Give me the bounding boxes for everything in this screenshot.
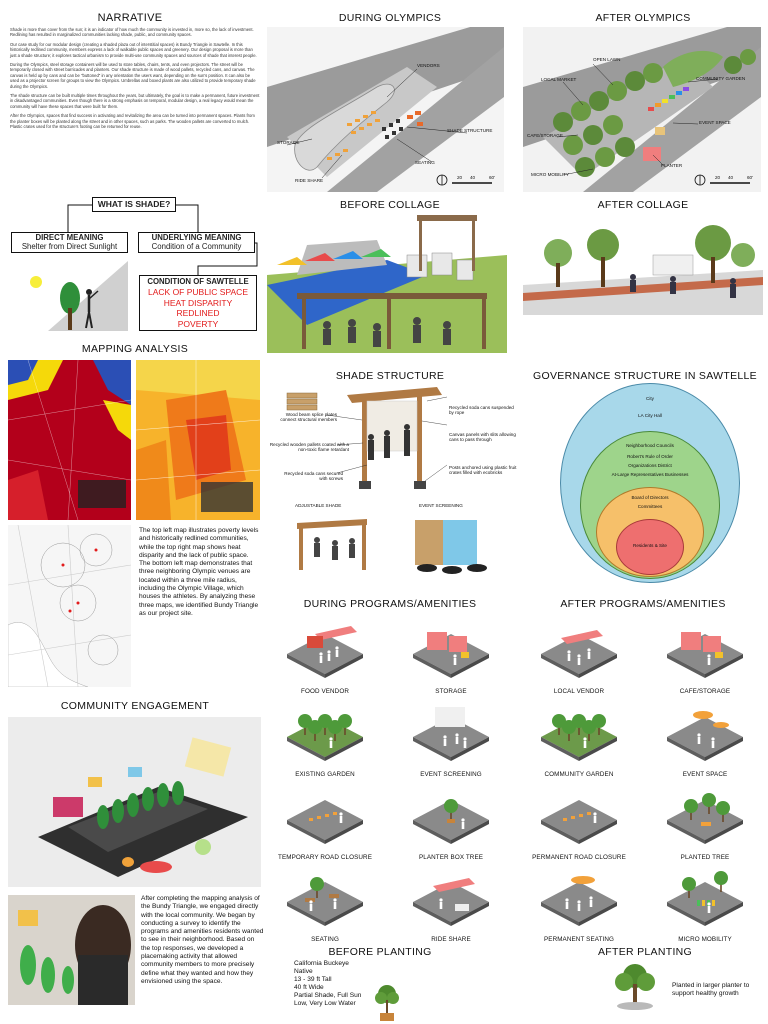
community-model-photo xyxy=(8,717,261,887)
program-tile xyxy=(413,707,489,761)
scale-label: 40 xyxy=(728,175,734,180)
community-title: COMMUNITY ENGAGEMENT xyxy=(60,700,210,712)
program-tile xyxy=(541,876,617,926)
scale-label: 60' xyxy=(747,175,753,180)
after-programs-title: AFTER PROGRAMS/AMENITIES xyxy=(560,598,726,610)
programs-grid xyxy=(262,614,768,944)
narrative-paragraph: The shade structure can be built multiple times throughout the years, but ultimately, the goal is to make a permanent, future investment in disadvantaged communities. Even though there is a strong emphasis on temporal, modular design, a real legacy would mean the community will have these spaces that were built for them. xyxy=(10,93,260,109)
program-tile xyxy=(667,632,743,678)
plant-info-line: Partial Shade, Full Sun xyxy=(294,992,362,999)
shade-annotation: Posts anchored using plastic fruit crates filled with ecobricks xyxy=(449,465,517,475)
shade-structure-diagram xyxy=(267,385,522,585)
mapping-text: The top left map illustrates poverty levels and historically redlined communities, while the top right map shows heat disparity and the lack of public space. The bottom left map demonstrates that three neighboring Olympic venues are located within a three mile radius, including the Olympic Village, which houses the athletes. By analyzing these three maps, we identified Bundy Triangle as our project site. xyxy=(139,527,259,617)
map-label: STORAGE xyxy=(277,140,300,145)
program-tile xyxy=(541,630,617,678)
underlying-meaning-sub: Condition of a Community xyxy=(151,242,242,251)
gov-label: Robert's Rule of Order xyxy=(627,454,673,459)
condition-box xyxy=(139,275,257,331)
after-collage-image xyxy=(523,215,763,315)
underlying-meaning-title: UNDERLYING MEANING xyxy=(151,233,242,242)
plant-info-line: California Buckeye xyxy=(294,960,349,967)
gov-label: Organizations District xyxy=(628,463,672,468)
plant-info-line: 13 - 39 ft Tall xyxy=(294,976,332,983)
narrative-text xyxy=(10,27,260,130)
scale-label: 60' xyxy=(489,175,495,180)
direct-meaning-title: DIRECT MEANING xyxy=(35,233,104,242)
condition-item: HEAT DISPARITY xyxy=(163,297,233,308)
shade-annotation: Recycled wooden pallets coated with a non-toxic flame retardant xyxy=(269,442,349,452)
program-label: FOOD VENDOR xyxy=(301,688,349,695)
narrative-title: NARRATIVE xyxy=(97,12,163,24)
program-tile xyxy=(287,877,363,926)
after-olympics-plan xyxy=(523,27,761,192)
narrative-paragraph: Our case study for our modular design (creating a shaded plaza out of interstitial spaces) is Bundy Triangle in Sawtelle. In this historically redlined community, members express a lack of walkable public spaces and greenery. Our design proposal is more than just a shade structure; it explores tactical urbanism to provide multi-use community spaces and sources of shade that interest people. xyxy=(10,41,257,58)
program-label: STORAGE xyxy=(435,688,467,695)
program-label: PLANTER BOX TREE xyxy=(418,854,484,861)
gov-label: Committees xyxy=(637,504,663,509)
gov-label: LA City Hall xyxy=(638,413,662,418)
adjustable-shade-label: ADJUSTABLE SHADE xyxy=(295,503,342,508)
shade-meaning-diagram xyxy=(8,196,260,336)
map-label: COMMUNITY GARDEN xyxy=(696,76,746,81)
scale-label: 40 xyxy=(470,175,476,180)
gov-label: At-Large Representatives Businesses xyxy=(611,472,689,477)
map-label: MICRO MOBILITY xyxy=(531,172,570,177)
olympic-venues-map xyxy=(8,525,131,687)
shade-annotation: Recycled soda cans secured with screws xyxy=(284,471,343,481)
condition-item: POVERTY xyxy=(177,318,219,329)
heat-disparity-map xyxy=(136,360,260,520)
governance-title: GOVERNANCE STRUCTURE IN SAWTELLE xyxy=(533,370,757,382)
scale-label: 20 xyxy=(457,175,463,180)
program-tile xyxy=(287,626,363,678)
before-collage-title: BEFORE COLLAGE xyxy=(340,199,440,211)
plant-info-line: Low, Very Low Water xyxy=(294,1000,356,1007)
program-label: LOCAL VENDOR xyxy=(553,688,605,695)
program-tile xyxy=(541,800,617,844)
gov-label: Neighborhood Councils xyxy=(626,443,674,448)
shade-structure-title: SHADE STRUCTURE xyxy=(335,370,445,382)
program-tile xyxy=(413,799,489,844)
program-label: EVENT SPACE xyxy=(682,771,728,778)
shade-question-box: WHAT IS SHADE? xyxy=(92,197,176,212)
during-programs-title: DURING PROGRAMS/AMENITIES xyxy=(303,598,477,610)
map-label: EVENT SPACE xyxy=(699,120,731,125)
before-planting-title: BEFORE PLANTING xyxy=(328,946,432,958)
program-tile xyxy=(667,711,743,761)
map-label: RIDE SHARE xyxy=(295,178,324,183)
shade-annotation: Canvas panels with slits allowing cans to pass through xyxy=(449,432,516,442)
after-planting-text: Planted in larger planter to support healthy growth xyxy=(672,982,750,998)
condition-item: LACK OF PUBLIC SPACE xyxy=(148,287,248,297)
program-label: PERMANENT SEATING xyxy=(543,936,615,943)
gov-label: City xyxy=(646,396,654,401)
condition-title: CONDITION OF SAWTELLE xyxy=(147,277,249,286)
program-label: MICRO MOBILITY xyxy=(678,936,732,943)
programs-illustrations xyxy=(262,614,768,944)
before-collage-image xyxy=(267,215,507,353)
scale-label: 20 xyxy=(715,175,721,180)
during-olympics-title: DURING OLYMPICS xyxy=(338,12,442,24)
plant-info-line: 40 ft Wide xyxy=(294,984,324,991)
program-tile xyxy=(287,714,363,761)
poverty-redlining-map xyxy=(8,360,131,520)
program-label: PLANTED TREE xyxy=(680,854,730,861)
program-tile xyxy=(413,632,489,678)
map-label: OPEN LAWN xyxy=(593,57,621,62)
underlying-meaning-box xyxy=(138,232,255,253)
program-label: EXISTING GARDEN xyxy=(295,771,355,778)
plant-info-line: Native xyxy=(294,968,313,975)
program-label: PERMANENT ROAD CLOSURE xyxy=(532,854,626,861)
map-label: LOCAL MARKET xyxy=(541,77,577,82)
map-label: PLANTER xyxy=(661,163,683,168)
narrative-paragraph: After the Olympics, spaces that find success in activating and revitalizing the area can be turned into permanent spaces. Plants from the planter boxes will be planted along the street and in other spaces, such as parks. The wooden pallets are converted to mulch. Plastic crates used for the structure's footing can be returned for reuse. xyxy=(10,113,255,130)
shade-annotation: Recycled soda cans suspended by rope xyxy=(449,405,514,415)
governance-diagram xyxy=(560,383,740,583)
event-screening-label: EVENT SCREENING xyxy=(419,503,463,508)
program-tile xyxy=(287,800,363,844)
map-label: VENDORS xyxy=(417,63,440,68)
narrative-paragraph: During the Olympics, steel storage containers will be used to store tables, chairs, tents, and even projectors. The street will be temporarily closed with street barricades and planters. Our shade structure is made of wood pallets, recycled cans, and canvas. The canvas is held up by cans and can be "buttoned" in any orientation the users want, depending on the sun's position. It can also be used as a projector screen for groups to view the Olympics. Umbrellas and boxed plants are also utilized to provide temporary shade during the Olympics. xyxy=(10,62,256,89)
direct-meaning-sub: Shelter from Direct Sunlight xyxy=(21,242,118,251)
gov-label: Residents & Site xyxy=(633,543,667,548)
gov-label: Board of Directors xyxy=(631,495,669,500)
map-label: SHADE STRUCTURE xyxy=(447,128,493,133)
during-olympics-plan xyxy=(267,27,504,192)
after-collage-title: AFTER COLLAGE xyxy=(597,199,689,211)
large-tree-icon xyxy=(610,962,660,1012)
after-olympics-title: AFTER OLYMPICS xyxy=(595,12,691,24)
program-label: EVENT SCREENING xyxy=(420,771,482,778)
program-label: COMMUNITY GARDEN xyxy=(544,771,614,778)
community-activity-photo xyxy=(8,895,135,1005)
program-tile xyxy=(667,793,743,844)
after-planting-title: AFTER PLANTING xyxy=(597,946,693,958)
map-label: SEATING xyxy=(415,160,435,165)
program-label: CAFE/STORAGE xyxy=(679,688,731,695)
map-label: CAFE/STORAGE xyxy=(527,133,563,138)
program-label: RIDE SHARE xyxy=(431,936,471,943)
program-label: TEMPORARY ROAD CLOSURE xyxy=(278,854,372,861)
condition-item: REDLINED xyxy=(176,308,220,318)
shade-annotation: Wood beam splice plates connect structural members xyxy=(280,412,337,422)
small-tree-icon xyxy=(372,982,402,1022)
program-tile xyxy=(667,871,743,926)
mapping-title: MAPPING ANALYSIS xyxy=(81,343,189,355)
direct-meaning-box xyxy=(11,232,128,253)
narrative-paragraph: Shade is more than cover from the sun; it is an indicator of how much the community is invested in, more so, the lack of investment. Redlining has resulted in marginalized communities lacking shade, public, and community spaces. xyxy=(10,27,254,38)
program-label: SEATING xyxy=(311,936,339,943)
program-tile xyxy=(541,714,617,761)
community-text: After completing the mapping analysis of the Bundy Triangle, we engaged directly with the local community. We began by conducting a survey to identify the programs and amenities residents wanted to see in their neighborhood. Based on the top responses, we developed a placemaking activity that allowed community members to more precisely define what they wanted and how they envisioned using the space. xyxy=(141,895,264,985)
program-tile xyxy=(413,878,489,926)
